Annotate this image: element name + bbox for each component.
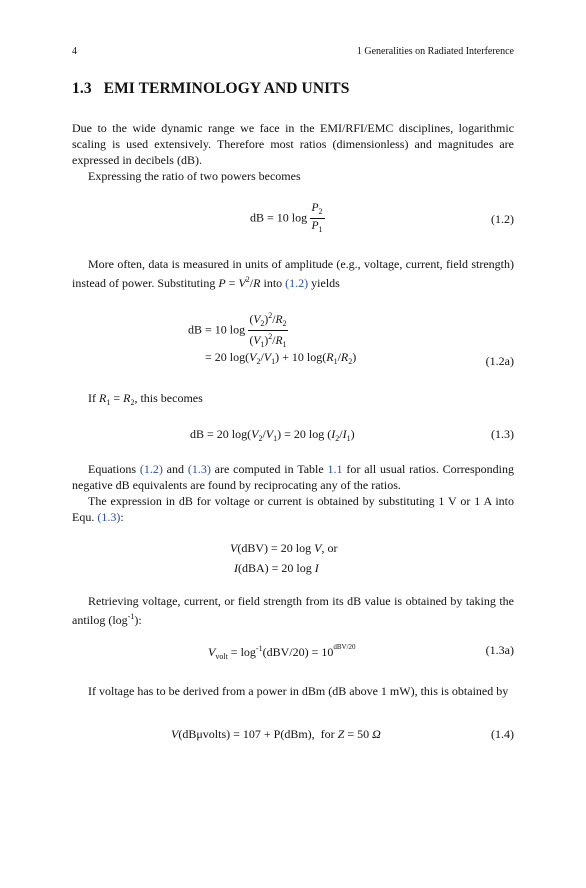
section-heading [72,80,349,98]
paragraph-equations-table: Equations (1.2) and (1.3) are computed in Table 1.1 for all usual ratios. Corresponding negative dB equivalents are found by reciprocating any of the ratios. [72,462,514,492]
ref-eq-1-2[interactable]: (1.2) [285,276,309,290]
equation-number: (1.2a) [485,354,514,368]
paragraph-antilog: Retrieving voltage, current, or field strength from its dB value is obtained by taking the antilog $(\log^{-1})$: [72,594,514,627]
equation-number: (1.2) [491,212,514,226]
paragraph-dbv: The expression in dB for voltage or current is obtained by substituting 1 V or 1 A into Equ. (1.3): [72,494,514,524]
paragraph-intro: Due to the wide dynamic range we face in the EMI/RFI/EMC disciplines, logarithmic scaling is used extensively. Therefore most ratios (dimensionless) and magnitudes are expressed in decibels (dB). [72,121,514,167]
equation-1-2: dB = 10 log $\frac{P_2}{P_1}$ [250,202,323,234]
equation-number: (1.3a) [485,643,514,657]
equation-1-3: dB = 20 $\log(V_2/V_1) = 20$ $\log (I_2/I_1)$ [190,427,355,443]
ref-eq-1-3[interactable]: (1.3) [97,510,121,524]
paragraph-amplitude: More often, data is measured in units of amplitude (e.g., voltage, current, field strength) instead of power. Substituting $P = V^2/R$ into (1.2) yields [72,257,514,290]
section-number: 1.3 [72,80,92,97]
equation-dbv: V(dBV) = 20 log V, or [230,541,338,555]
equation-dba: I(dBA) = 20 log I [234,561,319,575]
equation-number: (1.3) [491,427,514,441]
equation-1-3a: $V_{volt} = \log^{-1}(dBV/20) = 10^{dBV/20}$ [208,643,356,661]
ref-eq-1-3[interactable]: (1.3) [187,462,211,476]
paragraph-power-ratio: Expressing the ratio of two powers becomes [88,169,301,183]
equation-number: (1.4) [491,727,514,741]
section-title: EMI TERMINOLOGY AND UNITS [103,80,350,97]
paragraph-equal-resistance: If $R_1 = R_2$, this becomes [88,391,203,407]
paragraph-dbm: If voltage has to be derived from a power in dBm (dB above 1 mW), this is obtained by [88,684,509,698]
equation-1-4: V(dBμvolts) = 107 + P(dBm), for Z = 50 Ω [171,727,381,741]
ref-eq-1-2[interactable]: (1.2) [139,462,163,476]
running-title: 1 Generalities on Radiated Interference [356,46,514,57]
page-number: 4 [72,46,77,57]
ref-table-1-1[interactable]: 1.1 [327,462,343,476]
equation-1-2a-line1: dB = 10 log $\frac{(V_2)^2/R_2}{(V_1)^2/R_1}$ [188,311,287,349]
equation-1-2a-line2: = 20 $\log(V_2/V_1) + 10$ $\log(R_1/R_2)$ [205,350,357,366]
